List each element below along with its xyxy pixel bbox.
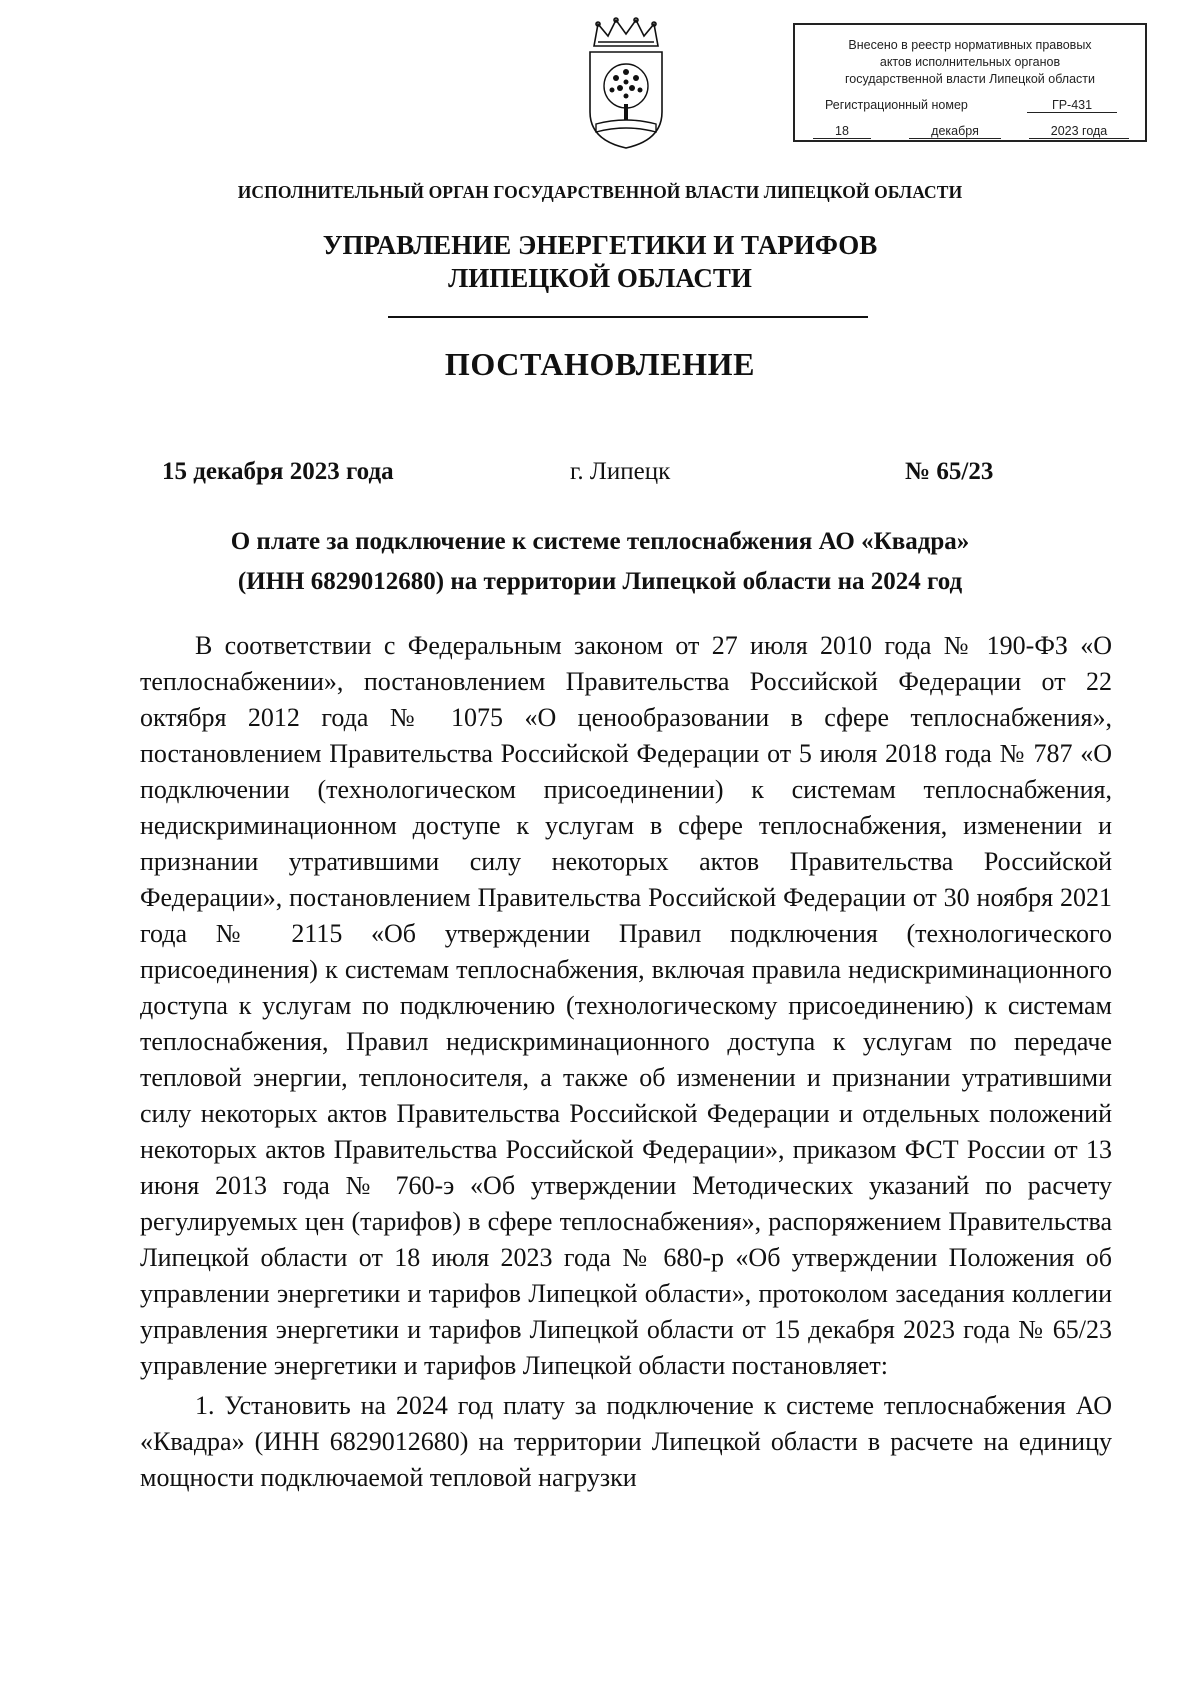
document-title — [140, 522, 1060, 602]
document-type: ПОСТАНОВЛЕНИЕ — [444, 346, 756, 382]
registration-month: декабря — [909, 124, 1001, 139]
registry-stamp-line: Внесено в реестр нормативных правовых — [848, 38, 1092, 52]
document-date: 15 декабря 2023 года — [162, 458, 394, 485]
registration-number: ГР-431 — [1027, 98, 1117, 113]
document-title-line: О плате за подключение к системе теплоснабжения АО «Квадра» — [230, 528, 970, 555]
registry-stamp-line: государственной власти Липецкой области — [844, 72, 1096, 86]
document-body — [140, 628, 1112, 1500]
header-divider — [388, 316, 868, 318]
document-title-line: (ИНН 6829012680) на территории Липецкой области на 2024 год — [237, 568, 963, 595]
department-name — [0, 229, 1200, 295]
registry-stamp — [793, 23, 1147, 142]
registration-number-label: Регистрационный номер — [825, 98, 968, 112]
coat-of-arms-icon — [580, 16, 672, 152]
body-paragraph: 1. Установить на 2024 год плату за подключение к системе теплоснабжения АО «Квадра» (ИНН 6829012680) на территории Липецкой области в расчете на единицу мощности подключаемой тепловой нагрузки — [140, 1391, 1112, 1492]
body-paragraph: В соответствии с Федеральным законом от 27 июля 2010 года № 190-ФЗ «О теплоснабжении», постановлением Правительства Российской Федерации от 22 октября 2012 года № 1075 «О ценообразовании в сфере теплоснабжения», постановлением Правительства Российской Федерации от 5 июля 2018 года № 787 «О подключении (технологическом присоединении) к системам теплоснабжения, недискриминационном доступе к услугам в сфере теплоснабжения, изменении и признании утратившими силу некоторых актов Правительства Российской Федерации», постановлением Правительства Российской Федерации от 30 ноября 2021 года № 2115 «Об утверждении Правил подключения (технологического присоединения) к системам теплоснабжения, включая правила недискриминационного доступа к услугам по подключению (технологическому присоединению) к системам теплоснабжения, Правил недискриминационного доступа к услугам по передаче тепловой энергии, теплоносителя, а также об изменении и признании утратившими силу некоторых актов Правительства Российской Федерации и отдельных положений некоторых актов Правительства Российской Федерации», приказом ФСТ России от 13 июня 2013 года № 760-э «Об утверждении Методических указаний по расчету регулируемых цен (тарифов) в сфере теплоснабжения», распоряжением Правительства Липецкой области от 18 июля 2023 года № 680-р «Об утверждении Положения об управлении энергетики и тарифов Липецкой области», протоколом заседания коллегии управления энергетики и тарифов Липецкой области от 15 декабря 2023 года № 65/23 управление энергетики и тарифов Липецкой области постановляет: — [140, 631, 1112, 1380]
registration-year: 2023 года — [1029, 124, 1129, 139]
registration-day: 18 — [813, 124, 871, 139]
document-number: № 65/23 — [905, 458, 994, 485]
department-name-line: ЛИПЕЦКОЙ ОБЛАСТИ — [448, 263, 752, 293]
department-name-line: УПРАВЛЕНИЕ ЭНЕРГЕТИКИ И ТАРИФОВ — [322, 230, 878, 260]
document-city: г. Липецк — [570, 458, 671, 485]
issuing-authority: ИСПОЛНИТЕЛЬНЫЙ ОРГАН ГОСУДАРСТВЕННОЙ ВЛАСТИ ЛИПЕЦКОЙ ОБЛАСТИ — [237, 182, 963, 202]
registry-stamp-line: актов исполнительных органов — [879, 55, 1061, 69]
